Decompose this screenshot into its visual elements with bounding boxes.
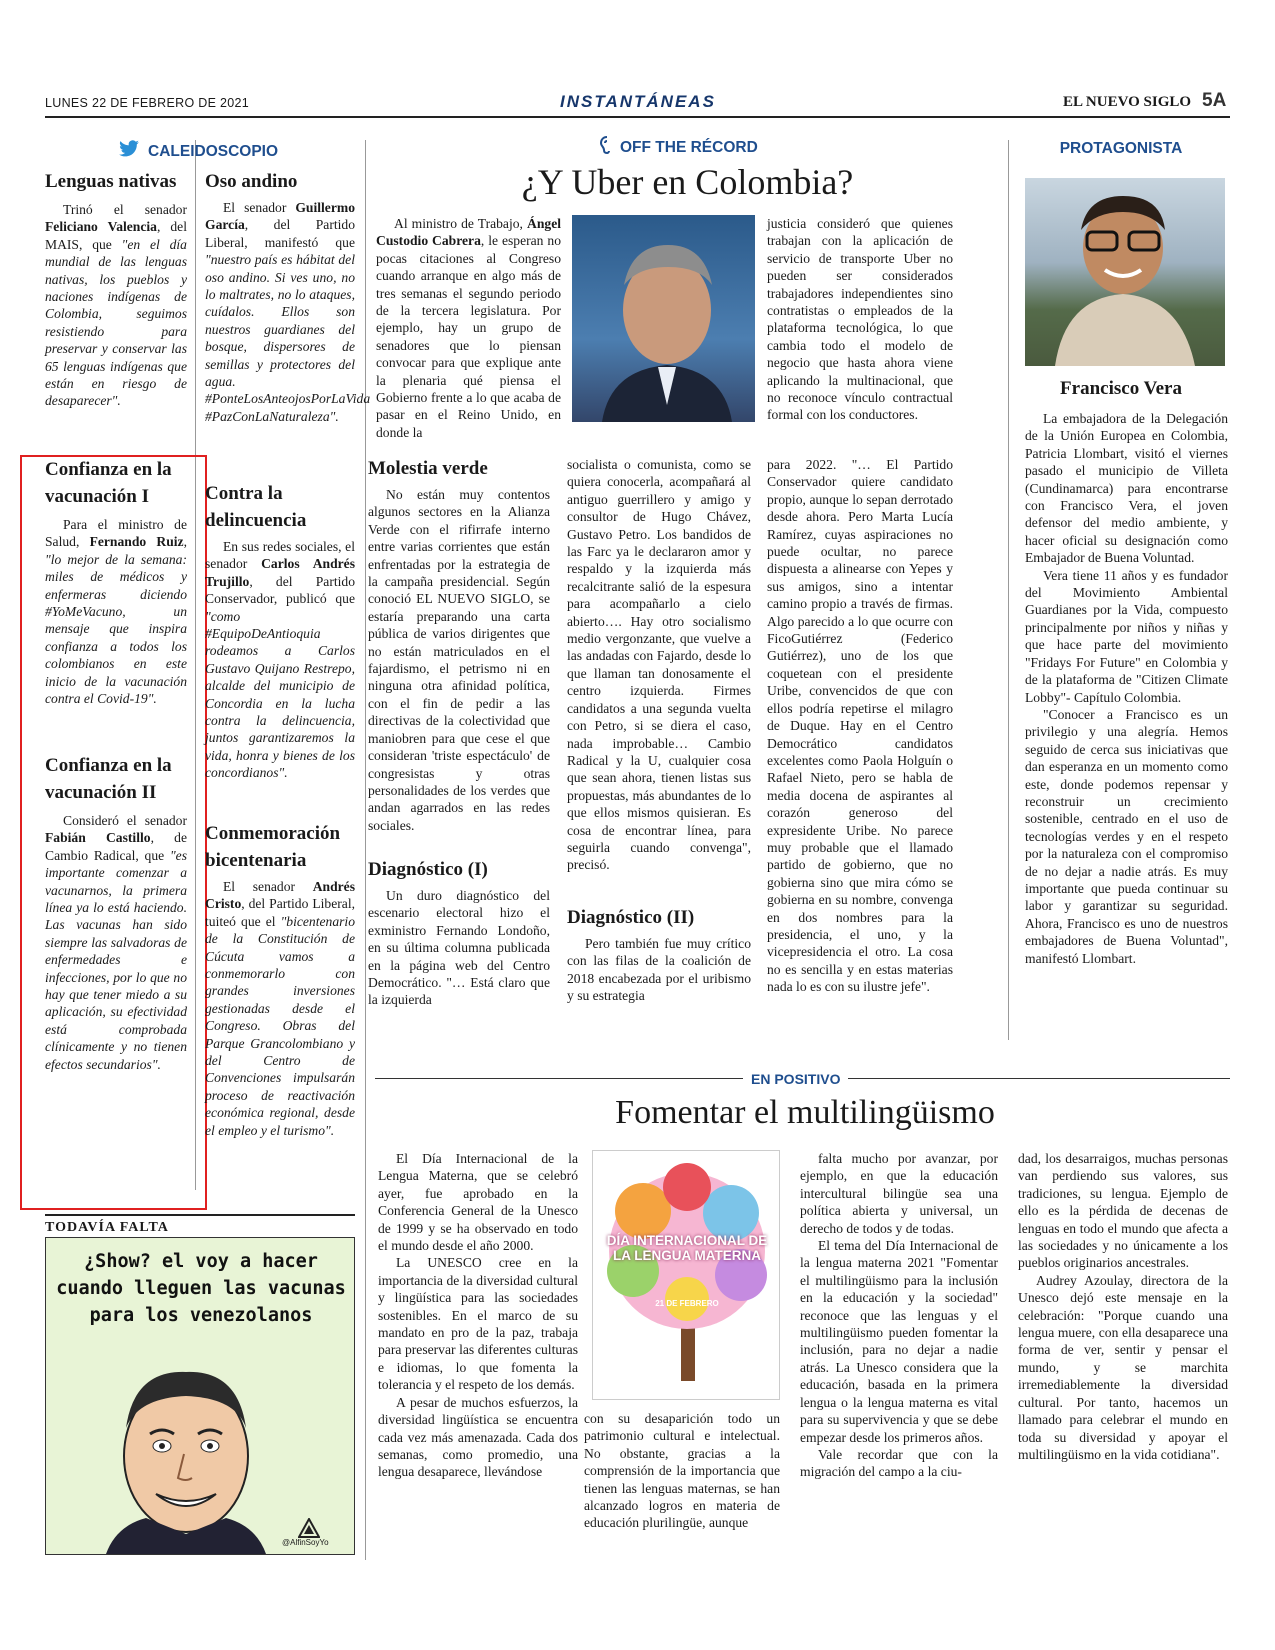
- header-rule: [45, 116, 1230, 118]
- poster-date: 21 DE FEBRERO: [655, 1299, 719, 1308]
- body-oso: El senador Guillermo García, del Partido Liberal, manifestó que "nuestro país es hábitat del oso andino. Si ves uno, no lo maltrates, no lo ataques, cuídalos. Ellos son nuestros guardianes del bosque, dispersores de semillas y protectores del agua. #PonteLosAnteojosPorLaVida #PazConLaNaturaleza".: [205, 200, 371, 424]
- ear-icon: [600, 136, 614, 159]
- twitter-bird-icon: [118, 140, 140, 163]
- francisco-vera-photo: [1025, 178, 1225, 366]
- poster-title: DÍA INTERNACIONAL DE LA LENGUA MATERNA: [606, 1233, 768, 1263]
- edition-date: LUNES 22 DE FEBRERO DE 2021: [45, 96, 250, 110]
- caleidoscopio-header: [118, 140, 278, 163]
- column-divider: [365, 140, 366, 1560]
- cartoonist-logo-icon: [298, 1518, 320, 1538]
- cartoon-credit: @AlfinSoyYo: [282, 1538, 329, 1547]
- cartoon-portrait: [86, 1358, 286, 1554]
- article-oso-andino: [205, 168, 371, 425]
- newspaper-name: EL NUEVO SIGLO: [1063, 94, 1192, 110]
- todavia-label: TODAVÍA FALTA: [45, 1220, 169, 1235]
- body-multi-col3: falta mucho por avanzar, por ejemplo, en que la educación intercultural bilingüe sea una política abierta y universal, un derecho de todos y de todas. El tema del Día Internacional de la lengua materna 2021 "Fomentar el multilingüismo para la inclusión en la educación y la sociedad" reconoce que las lenguas y el multilingüismo pueden fomentar la inclusión, para no dejar a nadie atrás. La Unesco considera que la educación, basada en la primera lengua o la lengua materna es vital para su supervivencia y que se debe empezar desde los primeros años. Vale recordar que con la migración del campo a la ciu-: [800, 1151, 998, 1480]
- section-title: INSTANTÁNEAS: [560, 92, 716, 111]
- headline-conmemoracion: Conmemoración bicentenaria: [205, 823, 341, 871]
- kicker-offrecord: OFF THE RÉCORD: [620, 138, 758, 156]
- offrecord-header: [600, 136, 758, 159]
- body-molestia: No están muy contentos algunos sectores en la Alianza Verde con el rifirrafe interno entre varias corrientes que están enfrentadas por la estrategia de la campaña presidencial. Según conoció EL NUEVO SIGLO, se estaría preparando una carta pública de varios dirigentes que no están matriculados en el fajardismo, el petrismo ni en ninguna otra afinidad política, con el fin de pedir a las directivas de la colectividad que maniobren para que cese el que consideran 'triste espectáculo' de congresistas y otras personalidades de los verdes que andan agarrados en las redes sociales.: [368, 487, 550, 833]
- editorial-cartoon: [45, 1237, 355, 1555]
- body-multi-col2: con su desaparición todo un patrimonio cultural e intelectual. No obstante, gracias a la comprensión de la importancia que tienen las lenguas maternas, se han alcanzado logros en materia de educación plurilingüe, aunque: [584, 1411, 780, 1531]
- headline-uber: ¿Y Uber en Colombia?: [521, 162, 854, 202]
- column-divider: [1008, 140, 1009, 1040]
- article-diagnostico-2: [567, 904, 751, 1005]
- kicker-caleidoscopio: CALEIDOSCOPIO: [148, 142, 279, 160]
- headline-diagnostico-1: Diagnóstico (I): [368, 859, 488, 880]
- body-multi-col1: El Día Internacional de la Lengua Materna, que se celebró ayer, fue aprobado en la Conferencia General de la Unesco de 1999 y se ha observado en todo el mundo desde el año 2000. La UNESCO cree en la importancia de la diversidad cultural y lingüística para las sociedades sostenibles. En el marco de su mandato en pro de la paz, trabaja para preservar las diferentes culturas e idiomas, lo que fomenta la tolerancia y el respeto de los demás. A pesar de muchos esfuerzos, la diversidad lingüística se encuentra cada vez más amenazada. Cada dos semanas, como promedio, una lengua desaparece, llevándose: [378, 1151, 578, 1480]
- article-delincuencia: [205, 480, 355, 782]
- todavia-header: [45, 1214, 355, 1236]
- cartoon-caption: ¿Show? el voy a hacer cuando lleguen las vacunas para los venezolanos: [56, 1251, 346, 1326]
- kicker-enpositivo: EN POSITIVO: [743, 1071, 848, 1087]
- headline-delincuencia: Contra la delincuencia: [205, 483, 307, 531]
- body-multi-col4: dad, los desarraigos, muchas personas van perdiendo sus valores, sus tradiciones, su lengua. Ejemplo de ello es la pérdida de decenas de lenguas en todo el mundo que afecta a las sociedades y no únicamente a los pueblos originarios ancestrales. Audrey Azoulay, directora de la Unesco dejó este mensaje en la celebración: "Porque cuando una lengua muere, con ella desaparece una forma de ver, sentir y pensar el mundo, y se marchita irremediablemente la diversidad cultural. Por tanto, hacemos un llamado para celebrar el mundo en toda su diversidad y apoyar el multilingüismo en la vida cotidiana".: [1018, 1151, 1228, 1462]
- headline-confianza-1: Confianza en la vacunación I: [45, 459, 172, 507]
- body-uber-col3: justicia consideró que quienes trabajan con la aplicación de servicio de transporte Uber no pueden ser considerados trabajadores independientes sino contratistas o empleados de la plataforma tecnológica, lo que cambia todo el modelo de negocio que hasta ahora viene aplicando la multinacional, que no reconoce vínculo contractual formal con los conductores.: [767, 216, 953, 423]
- headline-diagnostico-2: Diagnóstico (II): [567, 907, 695, 928]
- headline-lenguas: Lenguas nativas: [45, 171, 177, 192]
- highlight-box: [20, 455, 207, 1210]
- page-number: 5A: [1202, 90, 1227, 111]
- body-diagnostico-2: Pero también fue muy crítico con las filas de la coalición de 2018 encabezada por el uribismo y su estrategia: [567, 936, 751, 1004]
- body-protagonista: La embajadora de la Delegación de la Unión Europea en Colombia, Patricia Llombart, visitó el viernes pasado el municipio de Villeta (Cundinamarca) para encontrarse con Francisco Vera, el joven defensor del medio ambiente, y hacer oficial su designación como Embajador de Buena Voluntad. Vera tiene 11 años y es fundador del Movimiento Ambiental Guardianes por la Vida, compuesto principalmente por niños y niñas y que hace parte del movimiento "Fridays For Future" en Colombia y de la plataforma de "Citizen Climate Lobby"- Capítulo Colombia. "Conocer a Francisco es un privilegio y una alegría. Hemos seguido de cerca sus iniciativas que dan esperanza en un momento como este, donde podemos repensar y reconstruir un crecimiento sostenible, centrado en el uso de tecnologías verdes y en el respeto por la naturaleza con el compromiso de no dejar a nadie atrás. Es muy importante que pueda continuar su labor y garantizar su seguridad. Ahora, Francisco es uno de nuestros embajadores de Buena Voluntad", manifestó Llombart.: [1025, 411, 1228, 966]
- minister-photo: [572, 215, 755, 422]
- kicker-protagonista: PROTAGONISTA: [1059, 140, 1183, 157]
- body-confianza-2: Consideró el senador Fabián Castillo, de Cambio Radical, que "es importante comenzar a vacunarnos, la primera línea ya lo está haciendo. Las vacunas han sido siempre las salvadoras de enfermedades e infecciones, por lo que no hay que tener miedo a su aplicación, su efectividad está comprobada clínicamente y no tienen efectos secundarios".: [45, 813, 187, 1072]
- headline-molestia: Molestia verde: [368, 458, 488, 479]
- body-diagnostico-col3: para 2022. "… El Partido Conservador quiere candidato propio, aunque lo sepan derrotado desde ahora. Pero Marta Lucía Ramírez, cuyas aspiraciones no puede ocultar, no parece dispuesta a alinearse con Yepes y sus amigos, sino a intentar camino propio a través de firmas. Algo parecido a lo que ocurre con FicoGutiérrez (Federico Gutiérrez), uno de los que coquetean con el presidente Uribe, convencidos de que con ellos podría repetirse el milagro de Duque. Hay en el Centro Democrático candidatos excelentes como Paola Holguín o Rafael Nieto, pero se habla de media docena de aspirantes al corazón generoso del expresidente Uribe. No parece muy probable que el llamado partido de gobierno, que no gobierna sino que mira cómo se gobierna en su nombre, convenga en dos nombres para la presidencia, el uno, y la vicepresidencia el otro. La cosa no es sencilla y en estas materias nada lo es con su ilustre jefe".: [767, 457, 953, 995]
- protagonist-name: Francisco Vera: [1060, 378, 1182, 399]
- article-molestia-verde: [368, 455, 550, 834]
- article-diagnostico-1: [368, 856, 550, 1009]
- headline-confianza-2: Confianza en la vacunación II: [45, 755, 172, 803]
- body-molestia-col2: socialista o comunista, como se quiera conocerla, acompañará al antiguo guerrillero y amigo y consultor de Hugo Chávez, Gustavo Petro. Los bandidos de las Farc ya le declararon amor y respaldo y la izquierda más recalcitrante salió de la espesura para acompañarlo a cielo abierto…. Hay otro socialismo medio vergonzante, que vuelve a las andadas con Fajardo, desde lo que llaman tan donosamente el centro izquierda. Firmes candidatos a una segunda vuelta con Petro, si se diera el caso, nada improbable… Cambio Radical y la U, cualquier cosa que sean ahora, tienen listas sus propuestas, más abundantes de lo que ellos mismos quisieran. Es cosa de encontrar línea, para seguirla cuando convenga", precisó.: [567, 457, 751, 873]
- lengua-materna-poster: [592, 1150, 780, 1400]
- headline-oso: Oso andino: [205, 171, 298, 192]
- body-uber-col1: Al ministro de Trabajo, Ángel Custodio Cabrera, le esperan no pocas citaciones al Congreso cuando arranque en algo más de tres semanas el segundo periodo de la tercera legislatura. Por ejemplo, hay un grupo de senadores que lo piensan convocar para que explique ante la plenaria qué piensa el Gobierno frente a lo que acaba de pasar en el Reino Unido, en donde la: [376, 216, 561, 440]
- article-lenguas-nativas: [45, 168, 187, 410]
- body-lenguas: Trinó el senador Feliciano Valencia, del MAIS, que "en el día mundial de las lenguas nativas, los pueblos y naciones indígenas de Colombia, seguimos resistiendo para preservar y conservar las 65 lenguas indígenas que están en riesgo de desaparecer".: [45, 202, 187, 409]
- body-diagnostico-1: Un duro diagnóstico del escenario electoral hizo el exministro Fernando Londoño, en su última columna publicada en la página web del Centro Democrático. "… Está claro que la izquierda: [368, 888, 550, 1008]
- body-delincuencia: En sus redes sociales, el senador Carlos Andrés Trujillo, del Partido Conservador, publicó que "como #EquipoDeAntioquia rodeamos a Carlos Gustavo Quijano Restrepo, alcalde del municipio de Concordia en la lucha contra la delincuencia, juntos garantizaremos la vida, honra y bienes de los concordianos".: [205, 539, 355, 781]
- body-confianza-1: Para el ministro de Salud, Fernando Ruiz, "lo mejor de la semana: miles de médicos y enfermeras diciendo #YoMeVacuno, un mensaje que inspira confianza a todos los colombianos en este inicio de la vacunación contra el Covid-19".: [45, 517, 187, 707]
- body-conmemoracion: El senador Andrés Cristo, del Partido Liberal, tuiteó que el "bicentenario de la Constitución de Cúcuta vamos a conmemorarlo con grandes inversiones gestionadas desde el Congreso. Obras del Parque Grancolombiano y del Centro de Convenciones impulsarán proceso de reactivación económica regional, desde el empleo y el turismo".: [205, 879, 355, 1138]
- headline-multilinguismo: Fomentar el multilingüismo: [615, 1094, 995, 1131]
- article-conmemoracion: [205, 820, 355, 1139]
